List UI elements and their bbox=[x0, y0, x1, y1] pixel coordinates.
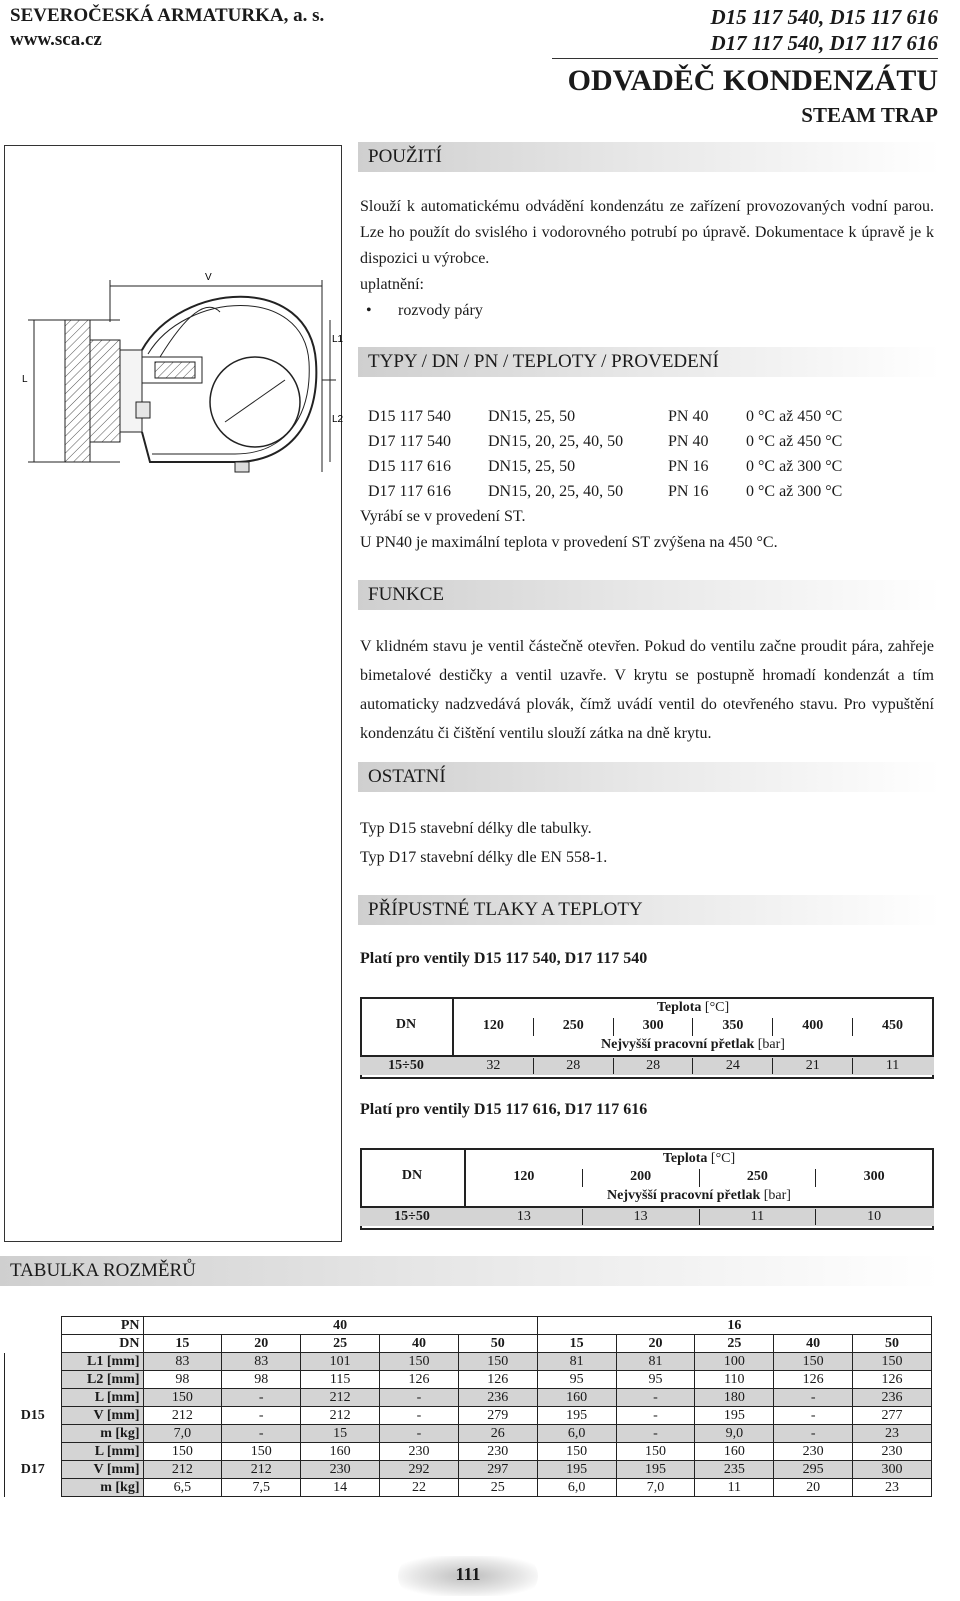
page-subtitle: STEAM TRAP bbox=[801, 103, 938, 127]
dims-cell: 150 bbox=[853, 1353, 932, 1371]
dims-dn-cell: 20 bbox=[222, 1335, 301, 1353]
uplatneni-item: rozvody páry bbox=[398, 302, 483, 319]
pressure-table-2 bbox=[360, 1148, 932, 1228]
dims-cell: 23 bbox=[853, 1425, 932, 1443]
dims-cell: 115 bbox=[301, 1371, 380, 1389]
types-cell-temp: 0 °C až 450 °C bbox=[746, 433, 843, 450]
page-title: ODVADĚČ KONDENZÁTU bbox=[567, 64, 938, 97]
dims-cell: 150 bbox=[537, 1443, 616, 1461]
dims-cell: 23 bbox=[853, 1479, 932, 1497]
dims-dn-cell: 40 bbox=[774, 1335, 853, 1353]
table2-pressure-header bbox=[466, 1188, 932, 1204]
table2-dn-value: 15÷50 bbox=[394, 1209, 430, 1224]
dims-cell: 230 bbox=[774, 1443, 853, 1461]
section-heading-pouziti: POUŽITÍ bbox=[358, 142, 940, 172]
dims-pn-40: 40 bbox=[143, 1317, 537, 1335]
dims-cell: 98 bbox=[222, 1371, 301, 1389]
dims-cell: 6,5 bbox=[143, 1479, 222, 1497]
dims-cell: 22 bbox=[380, 1479, 459, 1497]
dims-cell: 100 bbox=[695, 1353, 774, 1371]
funkce-text: V klidném stavu je ventil částečně otevřen. Pokud do ventilu začne proudit pára, zahřeje bimetalové destičky a ventil uzavře. V krytu se postupně hromadí kondenzát a tím automaticky nadzvedává plovák, čímž uvádí ventil do otevřeného stavu. Pro vypuštění kondenzátu či čištění ventilu slouží zátka na dně krytu. bbox=[360, 638, 934, 742]
dims-cell: 101 bbox=[301, 1353, 380, 1371]
table2-value-cell: 13 bbox=[466, 1209, 583, 1225]
table1-value-cell: 21 bbox=[773, 1058, 853, 1074]
types-cell-temp: 0 °C až 300 °C bbox=[746, 483, 843, 500]
dims-cell: 126 bbox=[380, 1371, 459, 1389]
table1-value-cell: 28 bbox=[614, 1058, 694, 1074]
dims-cell: 150 bbox=[774, 1353, 853, 1371]
dims-dn-cell: 20 bbox=[616, 1335, 695, 1353]
table1-pressure-unit: [bar] bbox=[757, 1037, 785, 1052]
table1-teplota-header bbox=[454, 1000, 932, 1016]
dims-group-cell: D17 bbox=[5, 1461, 62, 1479]
types-cell-temp: 0 °C až 450 °C bbox=[746, 408, 843, 425]
dims-group-cell bbox=[5, 1443, 62, 1461]
dims-dn-cell: 40 bbox=[380, 1335, 459, 1353]
dims-cell: 292 bbox=[380, 1461, 459, 1479]
dims-cell: - bbox=[380, 1407, 459, 1425]
dimensions-table bbox=[4, 1316, 932, 1497]
dims-cell: 195 bbox=[537, 1461, 616, 1479]
table2-teplota-header bbox=[466, 1151, 932, 1167]
table2-temps bbox=[466, 1169, 932, 1187]
table2-dn-label: DN bbox=[401, 1168, 423, 1183]
dims-group-cell bbox=[5, 1425, 62, 1443]
dims-cell: 180 bbox=[695, 1389, 774, 1407]
dims-cell: 300 bbox=[853, 1461, 932, 1479]
dims-cell: 7,5 bbox=[222, 1479, 301, 1497]
dims-cell: 236 bbox=[853, 1389, 932, 1407]
dims-row-dn bbox=[5, 1335, 932, 1353]
dims-cell: 9,0 bbox=[695, 1425, 774, 1443]
section-heading-rozmery: TABULKA ROZMĚRŮ bbox=[0, 1256, 940, 1286]
section-heading-ostatni: OSTATNÍ bbox=[358, 762, 940, 792]
dims-cell: 212 bbox=[301, 1389, 380, 1407]
dims-cell: 150 bbox=[143, 1443, 222, 1461]
product-codes bbox=[710, 4, 938, 56]
types-row bbox=[368, 454, 866, 479]
dims-cell: 160 bbox=[537, 1389, 616, 1407]
dims-cell: 212 bbox=[143, 1407, 222, 1425]
table1-values bbox=[454, 1058, 932, 1074]
dims-cell: 14 bbox=[301, 1479, 380, 1497]
dims-cell: 212 bbox=[301, 1407, 380, 1425]
dims-cell: - bbox=[774, 1425, 853, 1443]
dims-row-label: L2 [mm] bbox=[61, 1371, 143, 1389]
dims-cell: - bbox=[616, 1425, 695, 1443]
dims-cell: 95 bbox=[616, 1371, 695, 1389]
dims-cell: - bbox=[222, 1425, 301, 1443]
table1-value-cell: 11 bbox=[885, 1058, 900, 1073]
table1-pressure-header bbox=[454, 1037, 932, 1053]
dims-pn-label: PN bbox=[61, 1317, 143, 1335]
dims-cell: 126 bbox=[774, 1371, 853, 1389]
dims-row-label: L [mm] bbox=[61, 1443, 143, 1461]
dims-cell: - bbox=[616, 1407, 695, 1425]
table2-temp-cell: 250 bbox=[700, 1169, 817, 1187]
dims-row bbox=[5, 1443, 932, 1461]
dims-row-pn bbox=[5, 1317, 932, 1335]
dims-cell: - bbox=[222, 1407, 301, 1425]
dims-cell: 279 bbox=[458, 1407, 537, 1425]
types-cell-code: D17 117 540 bbox=[368, 433, 451, 450]
dims-dn-cell: 50 bbox=[458, 1335, 537, 1353]
dims-cell: 25 bbox=[458, 1479, 537, 1497]
types-cell-pn: PN 16 bbox=[668, 483, 709, 500]
dims-cell: 150 bbox=[143, 1389, 222, 1407]
dims-cell: 7,0 bbox=[616, 1479, 695, 1497]
dims-cell: 81 bbox=[537, 1353, 616, 1371]
dims-cell: 95 bbox=[537, 1371, 616, 1389]
dims-cell: 195 bbox=[695, 1407, 774, 1425]
pouziti-text: Slouží k automatickému odvádění kondenzátu ze zařízení provozovaných vodní parou. Lze ho použít do svislého i vodorovného potrubí po úpravě. Dokumentace k úpravě je k dispozici u výrobce. bbox=[360, 198, 934, 267]
dims-cell: 230 bbox=[380, 1443, 459, 1461]
dims-cell: 6,0 bbox=[537, 1479, 616, 1497]
dims-cell: 126 bbox=[853, 1371, 932, 1389]
dims-cell: - bbox=[222, 1389, 301, 1407]
dims-cell: 81 bbox=[616, 1353, 695, 1371]
table1-value-cell: 24 bbox=[693, 1058, 773, 1074]
types-cell-dn: DN15, 20, 25, 40, 50 bbox=[488, 483, 624, 500]
dims-group-cell bbox=[5, 1389, 62, 1407]
table1-dn-label: DN bbox=[395, 1017, 417, 1032]
dims-cell: 230 bbox=[301, 1461, 380, 1479]
table1-temp-cell: 120 bbox=[454, 1018, 534, 1036]
typy-note-2: U PN40 je maximální teplota v provedení ST zvýšena na 450 °C. bbox=[360, 534, 778, 551]
table2-pressure-unit: [bar] bbox=[763, 1188, 791, 1203]
table1-teplota: Teplota bbox=[656, 1000, 702, 1015]
dims-cell: 110 bbox=[695, 1371, 774, 1389]
dims-row-label: m [kg] bbox=[61, 1479, 143, 1497]
dims-cell: 20 bbox=[774, 1479, 853, 1497]
table1-value-cell: 32 bbox=[454, 1058, 534, 1074]
dims-empty-cell bbox=[5, 1317, 62, 1335]
steam-trap-drawing bbox=[10, 262, 344, 492]
section-heading-typy: TYPY / DN / PN / TEPLOTY / PROVEDENÍ bbox=[358, 347, 940, 377]
types-cell-code: D15 117 540 bbox=[368, 408, 451, 425]
table1-temps bbox=[454, 1018, 932, 1036]
company-name: SEVEROČESKÁ ARMATURKA, a. s. bbox=[10, 5, 325, 26]
dims-row-label: L1 [mm] bbox=[61, 1353, 143, 1371]
dims-row-label: V [mm] bbox=[61, 1407, 143, 1425]
dims-cell: 277 bbox=[853, 1407, 932, 1425]
dims-row bbox=[5, 1389, 932, 1407]
types-row bbox=[368, 479, 866, 504]
dims-cell: 150 bbox=[458, 1353, 537, 1371]
dims-cell: - bbox=[774, 1407, 853, 1425]
table2-temp-cell: 120 bbox=[466, 1169, 583, 1187]
table2-value-cell: 11 bbox=[700, 1209, 817, 1225]
dims-row bbox=[5, 1461, 932, 1479]
dims-row-label: V [mm] bbox=[61, 1461, 143, 1479]
dims-group-cell bbox=[5, 1479, 62, 1497]
types-cell-pn: PN 16 bbox=[668, 458, 709, 475]
table1-temp-cell: 400 bbox=[773, 1018, 853, 1036]
dims-cell: - bbox=[774, 1389, 853, 1407]
dims-group-cell bbox=[5, 1353, 62, 1371]
label-l: L bbox=[22, 374, 28, 385]
dims-cell: 7,0 bbox=[143, 1425, 222, 1443]
label-l2: L2 bbox=[332, 414, 344, 425]
table1-temp-cell: 250 bbox=[534, 1018, 614, 1036]
table2-teplota-unit: [°C] bbox=[710, 1151, 736, 1166]
types-cell-code: D17 117 616 bbox=[368, 483, 451, 500]
types-cell-dn: DN15, 25, 50 bbox=[488, 408, 576, 425]
section-heading-funkce: FUNKCE bbox=[358, 580, 940, 610]
dims-cell: 195 bbox=[537, 1407, 616, 1425]
dims-cell: 150 bbox=[380, 1353, 459, 1371]
product-codes-line1: D15 117 540, D15 117 616 bbox=[710, 5, 938, 29]
product-codes-line2: D17 117 540, D17 117 616 bbox=[710, 31, 938, 55]
table1-value-cell: 28 bbox=[534, 1058, 614, 1074]
dims-cell: 212 bbox=[143, 1461, 222, 1479]
dims-cell: 160 bbox=[301, 1443, 380, 1461]
table1-temp-cell: 300 bbox=[614, 1018, 694, 1036]
dims-cell: 26 bbox=[458, 1425, 537, 1443]
table2-value-cell: 10 bbox=[867, 1209, 882, 1224]
title-rule bbox=[552, 58, 938, 59]
dims-cell: - bbox=[616, 1389, 695, 1407]
table2-temp-cell: 300 bbox=[863, 1169, 885, 1184]
types-cell-code: D15 117 616 bbox=[368, 458, 451, 475]
uplatneni-label: uplatnění: bbox=[360, 276, 424, 293]
types-row bbox=[368, 429, 866, 454]
dims-cell: 83 bbox=[222, 1353, 301, 1371]
section-heading-tlaky: PŘÍPUSTNÉ TLAKY A TEPLOTY bbox=[358, 895, 940, 925]
types-cell-dn: DN15, 20, 25, 40, 50 bbox=[488, 433, 624, 450]
pressure-table-1 bbox=[360, 997, 932, 1077]
dims-cell: 230 bbox=[853, 1443, 932, 1461]
dims-empty-cell bbox=[5, 1335, 62, 1353]
dims-dn-cell: 50 bbox=[853, 1335, 932, 1353]
dims-cell: 126 bbox=[458, 1371, 537, 1389]
types-cell-pn: PN 40 bbox=[668, 408, 709, 425]
types-cell-pn: PN 40 bbox=[668, 433, 709, 450]
dims-row bbox=[5, 1407, 932, 1425]
label-v: V bbox=[205, 272, 212, 283]
table1-dn-value: 15÷50 bbox=[388, 1058, 424, 1073]
page-number: 111 bbox=[455, 1564, 481, 1584]
dims-cell: 160 bbox=[695, 1443, 774, 1461]
ostatni-line-2: Typ D17 stavební délky dle EN 558-1. bbox=[360, 849, 608, 866]
dims-row bbox=[5, 1479, 932, 1497]
table1-temp-cell: 350 bbox=[693, 1018, 773, 1036]
dims-dn-cell: 15 bbox=[537, 1335, 616, 1353]
table2-values bbox=[466, 1209, 932, 1225]
dims-cell: - bbox=[380, 1425, 459, 1443]
dims-dn-cell: 25 bbox=[301, 1335, 380, 1353]
dims-cell: 230 bbox=[458, 1443, 537, 1461]
dims-cell: 15 bbox=[301, 1425, 380, 1443]
types-cell-temp: 0 °C až 300 °C bbox=[746, 458, 843, 475]
dims-row-label: m [kg] bbox=[61, 1425, 143, 1443]
dims-cell: 236 bbox=[458, 1389, 537, 1407]
dims-cell: - bbox=[380, 1389, 459, 1407]
types-table bbox=[368, 404, 866, 504]
table1-caption: Platí pro ventily D15 117 540, D17 117 540 bbox=[360, 950, 648, 967]
dims-cell: 150 bbox=[222, 1443, 301, 1461]
typy-note-1: Vyrábí se v provedení ST. bbox=[360, 508, 526, 525]
dims-cell: 11 bbox=[695, 1479, 774, 1497]
dims-pn-16: 16 bbox=[537, 1317, 931, 1335]
dims-dn-label: DN bbox=[61, 1335, 143, 1353]
company-header bbox=[10, 4, 324, 52]
dims-cell: 212 bbox=[222, 1461, 301, 1479]
dims-group-cell: D15 bbox=[5, 1407, 62, 1425]
dims-cell: 297 bbox=[458, 1461, 537, 1479]
dims-cell: 195 bbox=[616, 1461, 695, 1479]
dims-row-label: L [mm] bbox=[61, 1389, 143, 1407]
dims-cell: 295 bbox=[774, 1461, 853, 1479]
dims-row bbox=[5, 1425, 932, 1443]
table2-temp-cell: 200 bbox=[583, 1169, 700, 1187]
dims-cell: 235 bbox=[695, 1461, 774, 1479]
company-website[interactable]: www.sca.cz bbox=[10, 29, 102, 50]
table1-teplota-unit: [°C] bbox=[704, 1000, 730, 1015]
dims-cell: 83 bbox=[143, 1353, 222, 1371]
types-row bbox=[368, 404, 866, 429]
dims-row bbox=[5, 1353, 932, 1371]
table2-teplota: Teplota bbox=[662, 1151, 708, 1166]
dims-dn-cell: 25 bbox=[695, 1335, 774, 1353]
table2-pressure: Nejvyšší pracovní přetlak bbox=[607, 1188, 761, 1203]
dims-row bbox=[5, 1371, 932, 1389]
label-l1: L1 bbox=[332, 334, 344, 345]
dims-dn-cell: 15 bbox=[143, 1335, 222, 1353]
table2-value-cell: 13 bbox=[583, 1209, 700, 1225]
dims-group-cell bbox=[5, 1371, 62, 1389]
types-cell-dn: DN15, 25, 50 bbox=[488, 458, 576, 475]
dims-cell: 98 bbox=[143, 1371, 222, 1389]
ostatni-line-1: Typ D15 stavební délky dle tabulky. bbox=[360, 820, 592, 837]
dims-cell: 150 bbox=[616, 1443, 695, 1461]
bullet-icon: • bbox=[366, 302, 372, 319]
dims-cell: 6,0 bbox=[537, 1425, 616, 1443]
table2-caption: Platí pro ventily D15 117 616, D17 117 616 bbox=[360, 1101, 648, 1118]
table1-pressure: Nejvyšší pracovní přetlak bbox=[601, 1037, 755, 1052]
table1-temp-cell: 450 bbox=[882, 1018, 904, 1033]
